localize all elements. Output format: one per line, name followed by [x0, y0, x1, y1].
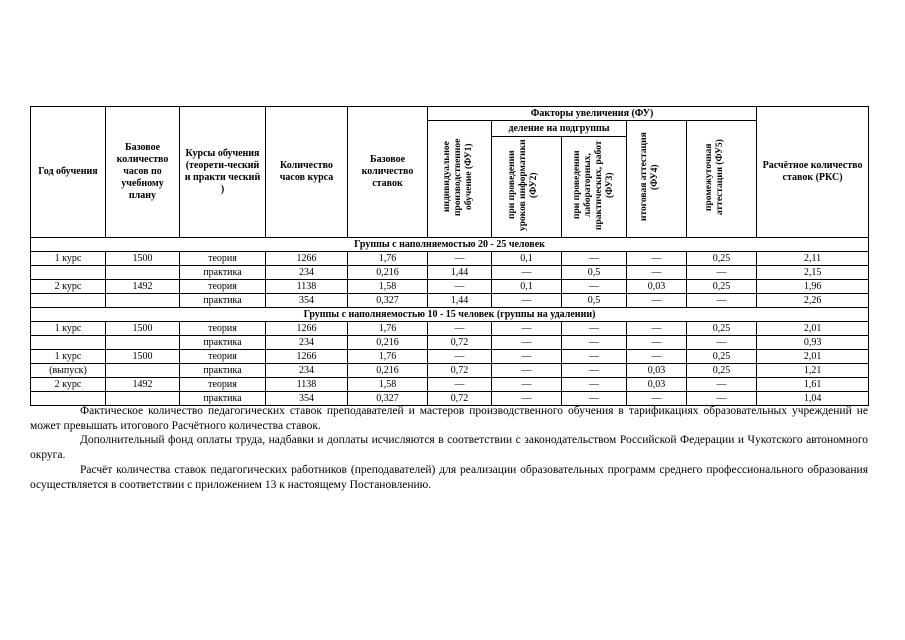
- header-fu2: при проведении уроков информатики (ФУ2): [506, 139, 539, 231]
- cell-base-rates: 0,216: [348, 266, 428, 280]
- cell-fu5: 0,25: [687, 252, 757, 266]
- cell-fu1: 1,44: [428, 266, 492, 280]
- header-fu5-cell: [687, 121, 757, 238]
- cell-rks: 2,01: [757, 322, 869, 336]
- cell-base-rates: 1,76: [348, 252, 428, 266]
- cell-base-hours: [106, 266, 180, 280]
- cell-fu5: 0,25: [687, 280, 757, 294]
- cell-base-hours: [106, 294, 180, 308]
- cell-year: 1 курс: [31, 252, 106, 266]
- cell-fu5: —: [687, 378, 757, 392]
- table-row: [31, 294, 869, 308]
- header-year: Год обучения: [31, 107, 106, 238]
- cell-fu1: 0,72: [428, 336, 492, 350]
- cell-course: практика: [180, 266, 266, 280]
- cell-fu5: —: [687, 336, 757, 350]
- header-factors: Факторы увеличения (ФУ): [428, 107, 757, 121]
- section-1-title: Группы с наполняемостью 20 - 25 человек: [31, 238, 869, 252]
- cell-fu3: 0,5: [562, 294, 627, 308]
- cell-base-rates: 0,327: [348, 294, 428, 308]
- cell-base-hours: 1492: [106, 280, 180, 294]
- cell-year: 2 курс: [31, 280, 106, 294]
- cell-base-rates: 1,58: [348, 280, 428, 294]
- table-row: [31, 364, 869, 378]
- header-fu5: промежуточная аттестация (ФУ5): [703, 139, 725, 215]
- cell-fu2: —: [492, 364, 562, 378]
- cell-rks: 0,93: [757, 336, 869, 350]
- cell-fu3: —: [562, 336, 627, 350]
- cell-year: 1 курс: [31, 350, 106, 364]
- table-row: [31, 252, 869, 266]
- cell-fu4: —: [627, 322, 687, 336]
- table-row: [31, 350, 869, 364]
- header-fu3-cell: [562, 137, 627, 238]
- header-base-hours: Базовое количество часов по учебному плану: [106, 107, 180, 238]
- cell-base-hours: 1492: [106, 378, 180, 392]
- cell-rks: 1,04: [757, 392, 869, 406]
- header-base-rates: Базовое количество ставок: [348, 107, 428, 238]
- header-fu3: при проведении лабораторных, практических, работ (ФУ3): [572, 140, 615, 230]
- cell-fu3: —: [562, 322, 627, 336]
- cell-course-hours: 1266: [266, 322, 348, 336]
- cell-fu5: 0,25: [687, 364, 757, 378]
- section-2-rows: [31, 322, 869, 406]
- table-row: [31, 280, 869, 294]
- cell-fu4: 0,03: [627, 364, 687, 378]
- cell-year: (выпуск): [31, 364, 106, 378]
- note-paragraph: Расчёт количества ставок педагогических работников (преподавателей) для реализации образовательных программ среднего профессионального образования осуществляется в соответствии с приложением 13 к настоящему Постановлению.: [30, 463, 868, 491]
- cell-course-hours: 1266: [266, 350, 348, 364]
- cell-fu4: —: [627, 294, 687, 308]
- cell-fu5: 0,25: [687, 322, 757, 336]
- header-fu4-cell: [627, 121, 687, 238]
- cell-fu2: —: [492, 392, 562, 406]
- cell-fu3: —: [562, 378, 627, 392]
- cell-course-hours: 234: [266, 336, 348, 350]
- cell-fu3: —: [562, 280, 627, 294]
- cell-fu1: —: [428, 378, 492, 392]
- cell-course: теория: [180, 322, 266, 336]
- cell-fu4: —: [627, 266, 687, 280]
- cell-fu1: —: [428, 350, 492, 364]
- cell-fu3: —: [562, 364, 627, 378]
- cell-fu4: 0,03: [627, 378, 687, 392]
- cell-fu4: —: [627, 336, 687, 350]
- cell-fu4: —: [627, 350, 687, 364]
- cell-base-rates: 0,327: [348, 392, 428, 406]
- note-paragraph: Фактическое количество педагогических ставок преподавателей и мастеров производственного обучения в тарификациях образовательных учреждений не может превышать итогового Расчётного количества ставок.: [30, 405, 868, 432]
- cell-base-hours: 1500: [106, 350, 180, 364]
- cell-base-rates: 1,76: [348, 322, 428, 336]
- cell-course: практика: [180, 364, 266, 378]
- cell-base-hours: [106, 364, 180, 378]
- cell-rks: 2,15: [757, 266, 869, 280]
- cell-fu5: 0,25: [687, 350, 757, 364]
- cell-course: теория: [180, 350, 266, 364]
- cell-fu2: —: [492, 266, 562, 280]
- cell-base-hours: 1500: [106, 322, 180, 336]
- cell-course-hours: 354: [266, 294, 348, 308]
- cell-course-hours: 354: [266, 392, 348, 406]
- header-rks: Расчётное количество ставок (РКС): [757, 107, 869, 238]
- cell-fu2: —: [492, 378, 562, 392]
- cell-fu5: —: [687, 266, 757, 280]
- cell-course: практика: [180, 294, 266, 308]
- cell-course: практика: [180, 336, 266, 350]
- cell-course-hours: 234: [266, 266, 348, 280]
- cell-course: практика: [180, 392, 266, 406]
- cell-fu3: 0,5: [562, 266, 627, 280]
- cell-fu2: 0,1: [492, 280, 562, 294]
- cell-course-hours: 1138: [266, 280, 348, 294]
- cell-course: теория: [180, 280, 266, 294]
- cell-fu4: —: [627, 252, 687, 266]
- cell-fu2: —: [492, 336, 562, 350]
- section-1-rows: [31, 252, 869, 308]
- header-fu4: итоговая аттестация (ФУ4): [638, 132, 660, 222]
- cell-fu5: —: [687, 392, 757, 406]
- cell-base-rates: 0,216: [348, 364, 428, 378]
- header-courses: Курсы обучения (теорети-ческий и практи ческий ): [180, 107, 266, 238]
- cell-fu4: 0,03: [627, 280, 687, 294]
- cell-year: [31, 294, 106, 308]
- table-row: [31, 322, 869, 336]
- cell-fu2: —: [492, 294, 562, 308]
- cell-course-hours: 1138: [266, 378, 348, 392]
- cell-rks: 1,96: [757, 280, 869, 294]
- header-subgroups: деление на подгруппы: [492, 121, 627, 137]
- cell-year: 2 курс: [31, 378, 106, 392]
- table-row: [31, 378, 869, 392]
- cell-fu1: —: [428, 280, 492, 294]
- header-fu1: индивидуальное производственное обучение (ФУ1): [441, 138, 474, 216]
- cell-course-hours: 1266: [266, 252, 348, 266]
- cell-course: теория: [180, 252, 266, 266]
- cell-year: [31, 266, 106, 280]
- cell-year: [31, 336, 106, 350]
- header-course-hours: Количество часов курса: [266, 107, 348, 238]
- header-fu2-cell: [492, 137, 562, 238]
- cell-fu3: —: [562, 350, 627, 364]
- section-2-title: Группы с наполняемостью 10 - 15 человек (группы на удалении): [31, 308, 869, 322]
- cell-fu5: —: [687, 294, 757, 308]
- cell-fu1: 0,72: [428, 364, 492, 378]
- cell-fu1: 1,44: [428, 294, 492, 308]
- table-row: [31, 336, 869, 350]
- cell-fu1: 0,72: [428, 392, 492, 406]
- cell-fu2: 0,1: [492, 252, 562, 266]
- cell-fu4: —: [627, 392, 687, 406]
- cell-year: 1 курс: [31, 322, 106, 336]
- header-fu1-cell: [428, 121, 492, 238]
- cell-rks: 1,61: [757, 378, 869, 392]
- cell-fu1: —: [428, 252, 492, 266]
- cell-rks: 2,26: [757, 294, 869, 308]
- cell-rks: 2,11: [757, 252, 869, 266]
- staffing-table: [30, 106, 869, 406]
- table-row: [31, 266, 869, 280]
- cell-base-hours: [106, 336, 180, 350]
- notes: [30, 404, 868, 492]
- cell-base-rates: 1,76: [348, 350, 428, 364]
- cell-base-hours: 1500: [106, 252, 180, 266]
- cell-fu2: —: [492, 322, 562, 336]
- cell-rks: 1,21: [757, 364, 869, 378]
- cell-fu1: —: [428, 322, 492, 336]
- cell-course: теория: [180, 378, 266, 392]
- note-paragraph: Дополнительный фонд оплаты труда, надбавки и доплаты исчисляются в соответствии с законодательством Российской Федерации и Чукотского автономного округа.: [30, 434, 868, 462]
- cell-course-hours: 234: [266, 364, 348, 378]
- cell-fu3: —: [562, 392, 627, 406]
- cell-rks: 2,01: [757, 350, 869, 364]
- cell-base-rates: 0,216: [348, 336, 428, 350]
- cell-fu3: —: [562, 252, 627, 266]
- cell-base-rates: 1,58: [348, 378, 428, 392]
- cell-fu2: —: [492, 350, 562, 364]
